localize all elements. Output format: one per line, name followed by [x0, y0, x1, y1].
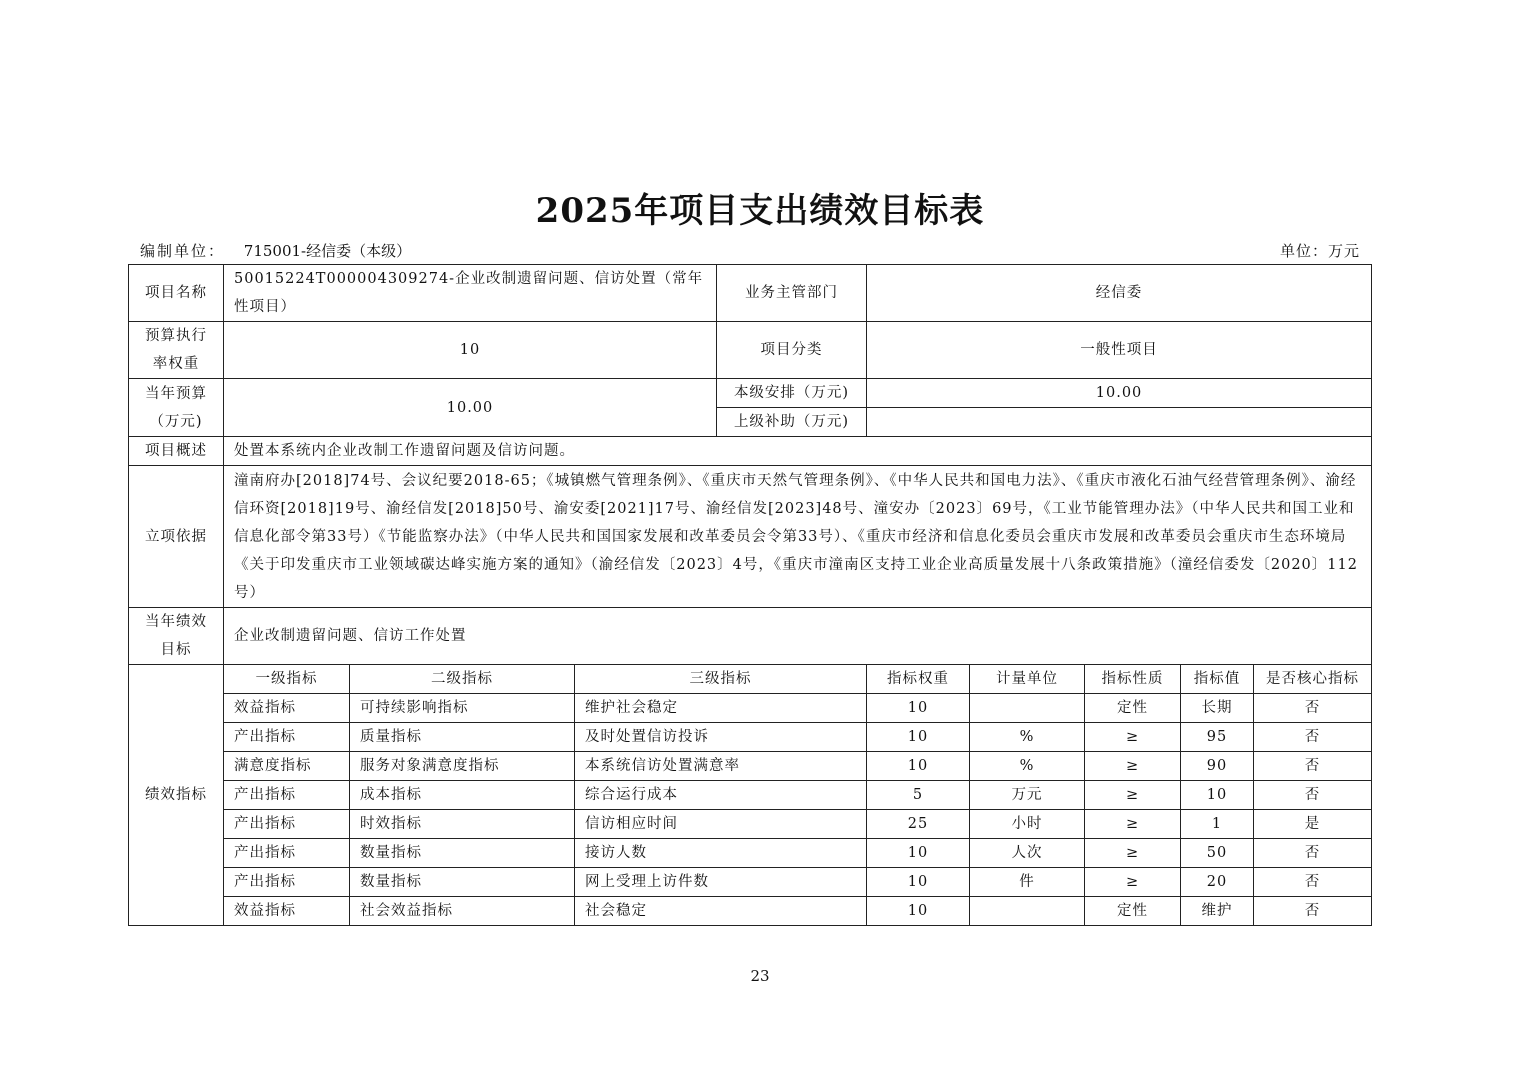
- level2-cell: 可持续影响指标: [350, 694, 575, 723]
- unit-cell: 万元: [970, 781, 1085, 810]
- basis-value: 潼南府办[2018]74号、会议纪要2018-65；《城镇燃气管理条例》、《重庆市天然气管理条例》、《中华人民共和国电力法》、《重庆市液化石油气经营管理条例》、渝经信环资[2018]19号、渝经信发[2018]50号、渝安委[2021]17号、渝经信发[2023]48号、潼安办〔2023〕69号，《工业节能管理办法》（中华人民共和国工业和信息化部令第33号）《节能监察办法》（中华人民共和国国家发展和改革委员会令第33号）、《重庆市经济和信息化委员会重庆市发展和改革委员会重庆市生态环境局《关于印发重庆市工业领域碳达峰实施方案的通知》（渝经信发〔2023〕4号，《重庆市潼南区支持工业企业高质量发展十八条政策措施》（潼经信委发〔2020〕112号）: [224, 466, 1372, 608]
- column-header: 指标权重: [867, 665, 970, 694]
- level3-cell: 综合运行成本: [575, 781, 867, 810]
- level3-cell: 网上受理上访件数: [575, 868, 867, 897]
- nature-cell: ≥: [1085, 839, 1181, 868]
- level2-cell: 质量指标: [350, 723, 575, 752]
- weight-cell: 10: [867, 694, 970, 723]
- table-row: [129, 839, 1372, 868]
- weight-cell: 10: [867, 897, 970, 926]
- dept-label: 业务主管部门: [717, 265, 867, 322]
- core-cell: 否: [1254, 868, 1372, 897]
- core-cell: 否: [1254, 723, 1372, 752]
- core-cell: 是: [1254, 810, 1372, 839]
- level1-cell: 产出指标: [224, 868, 350, 897]
- level1-cell: 效益指标: [224, 694, 350, 723]
- unit-cell: 小时: [970, 810, 1085, 839]
- upper-subsidy-value: [867, 408, 1372, 437]
- core-cell: 否: [1254, 839, 1372, 868]
- level3-cell: 及时处置信访投诉: [575, 723, 867, 752]
- core-cell: 否: [1254, 752, 1372, 781]
- nature-cell: ≥: [1085, 781, 1181, 810]
- category-value: 一般性项目: [867, 322, 1372, 379]
- weight-cell: 10: [867, 723, 970, 752]
- level2-cell: 数量指标: [350, 839, 575, 868]
- goal-value: 企业改制遗留问题、信访工作处置: [224, 608, 1372, 665]
- column-header: 二级指标: [350, 665, 575, 694]
- value-cell: 20: [1181, 868, 1254, 897]
- compiling-unit: [140, 240, 411, 261]
- level2-cell: 数量指标: [350, 868, 575, 897]
- local-arrangement-value: 10.00: [867, 379, 1372, 408]
- column-header: 计量单位: [970, 665, 1085, 694]
- table-row: [129, 810, 1372, 839]
- column-header: 是否核心指标: [1254, 665, 1372, 694]
- budget-label: 当年预算（万元): [129, 379, 224, 437]
- value-cell: 长期: [1181, 694, 1254, 723]
- value-cell: 10: [1181, 781, 1254, 810]
- level3-cell: 信访相应时间: [575, 810, 867, 839]
- nature-cell: ≥: [1085, 723, 1181, 752]
- level3-cell: 社会稳定: [575, 897, 867, 926]
- column-header: 指标值: [1181, 665, 1254, 694]
- currency-unit: 单位：万元: [1279, 242, 1360, 260]
- level1-cell: 效益指标: [224, 897, 350, 926]
- level1-cell: 产出指标: [224, 839, 350, 868]
- weight-cell: 10: [867, 868, 970, 897]
- table-row: [129, 897, 1372, 926]
- budget-value: 10.00: [224, 379, 717, 437]
- level3-cell: 接访人数: [575, 839, 867, 868]
- column-header: 三级指标: [575, 665, 867, 694]
- value-cell: 1: [1181, 810, 1254, 839]
- value-cell: 维护: [1181, 897, 1254, 926]
- level1-cell: 产出指标: [224, 723, 350, 752]
- level2-cell: 服务对象满意度指标: [350, 752, 575, 781]
- weight-cell: 25: [867, 810, 970, 839]
- project-name-value: 50015224T000004309274-企业改制遗留问题、信访处置（常年性项目）: [224, 265, 717, 322]
- core-cell: 否: [1254, 781, 1372, 810]
- level2-cell: 社会效益指标: [350, 897, 575, 926]
- table-row: [129, 781, 1372, 810]
- nature-cell: ≥: [1085, 752, 1181, 781]
- page-number: 23: [750, 967, 770, 985]
- level3-cell: 维护社会稳定: [575, 694, 867, 723]
- value-cell: 90: [1181, 752, 1254, 781]
- unit-cell: [970, 897, 1085, 926]
- column-header: 指标性质: [1085, 665, 1181, 694]
- compiling-unit-value: 715001-经信委（本级）: [243, 242, 412, 260]
- core-cell: 否: [1254, 897, 1372, 926]
- basis-label: 立项依据: [129, 466, 224, 608]
- unit-cell: 件: [970, 868, 1085, 897]
- level1-cell: 满意度指标: [224, 752, 350, 781]
- core-cell: 否: [1254, 694, 1372, 723]
- nature-cell: ≥: [1085, 868, 1181, 897]
- overview-label: 项目概述: [129, 437, 224, 466]
- unit-cell: 人次: [970, 839, 1085, 868]
- performance-target-table: [128, 264, 1372, 926]
- level1-cell: 产出指标: [224, 810, 350, 839]
- indicators-section-label: 绩效指标: [129, 665, 224, 926]
- table-row: [129, 723, 1372, 752]
- level2-cell: 成本指标: [350, 781, 575, 810]
- nature-cell: 定性: [1085, 694, 1181, 723]
- unit-cell: [970, 694, 1085, 723]
- column-header: 一级指标: [224, 665, 350, 694]
- project-name-label: 项目名称: [129, 265, 224, 322]
- value-cell: 95: [1181, 723, 1254, 752]
- category-label: 项目分类: [717, 322, 867, 379]
- compiling-unit-label: 编制单位：: [140, 242, 226, 260]
- overview-value: 处置本系统内企业改制工作遗留问题及信访问题。: [224, 437, 1372, 466]
- weight-cell: 10: [867, 839, 970, 868]
- weight-cell: 10: [867, 752, 970, 781]
- level1-cell: 产出指标: [224, 781, 350, 810]
- local-arrangement-label: 本级安排（万元): [717, 379, 867, 408]
- dept-value: 经信委: [867, 265, 1372, 322]
- upper-subsidy-label: 上级补助（万元): [717, 408, 867, 437]
- page-title: 2025年项目支出绩效目标表: [535, 191, 985, 231]
- unit-cell: %: [970, 752, 1085, 781]
- table-row: [129, 752, 1372, 781]
- weight-value: 10: [224, 322, 717, 379]
- goal-label: 当年绩效目标: [129, 608, 224, 665]
- level2-cell: 时效指标: [350, 810, 575, 839]
- table-row: [129, 868, 1372, 897]
- weight-label: 预算执行率权重: [129, 322, 224, 379]
- unit-cell: %: [970, 723, 1085, 752]
- value-cell: 50: [1181, 839, 1254, 868]
- nature-cell: ≥: [1085, 810, 1181, 839]
- table-row: [129, 694, 1372, 723]
- weight-cell: 5: [867, 781, 970, 810]
- nature-cell: 定性: [1085, 897, 1181, 926]
- indicator-header-row: [129, 665, 1372, 694]
- level3-cell: 本系统信访处置满意率: [575, 752, 867, 781]
